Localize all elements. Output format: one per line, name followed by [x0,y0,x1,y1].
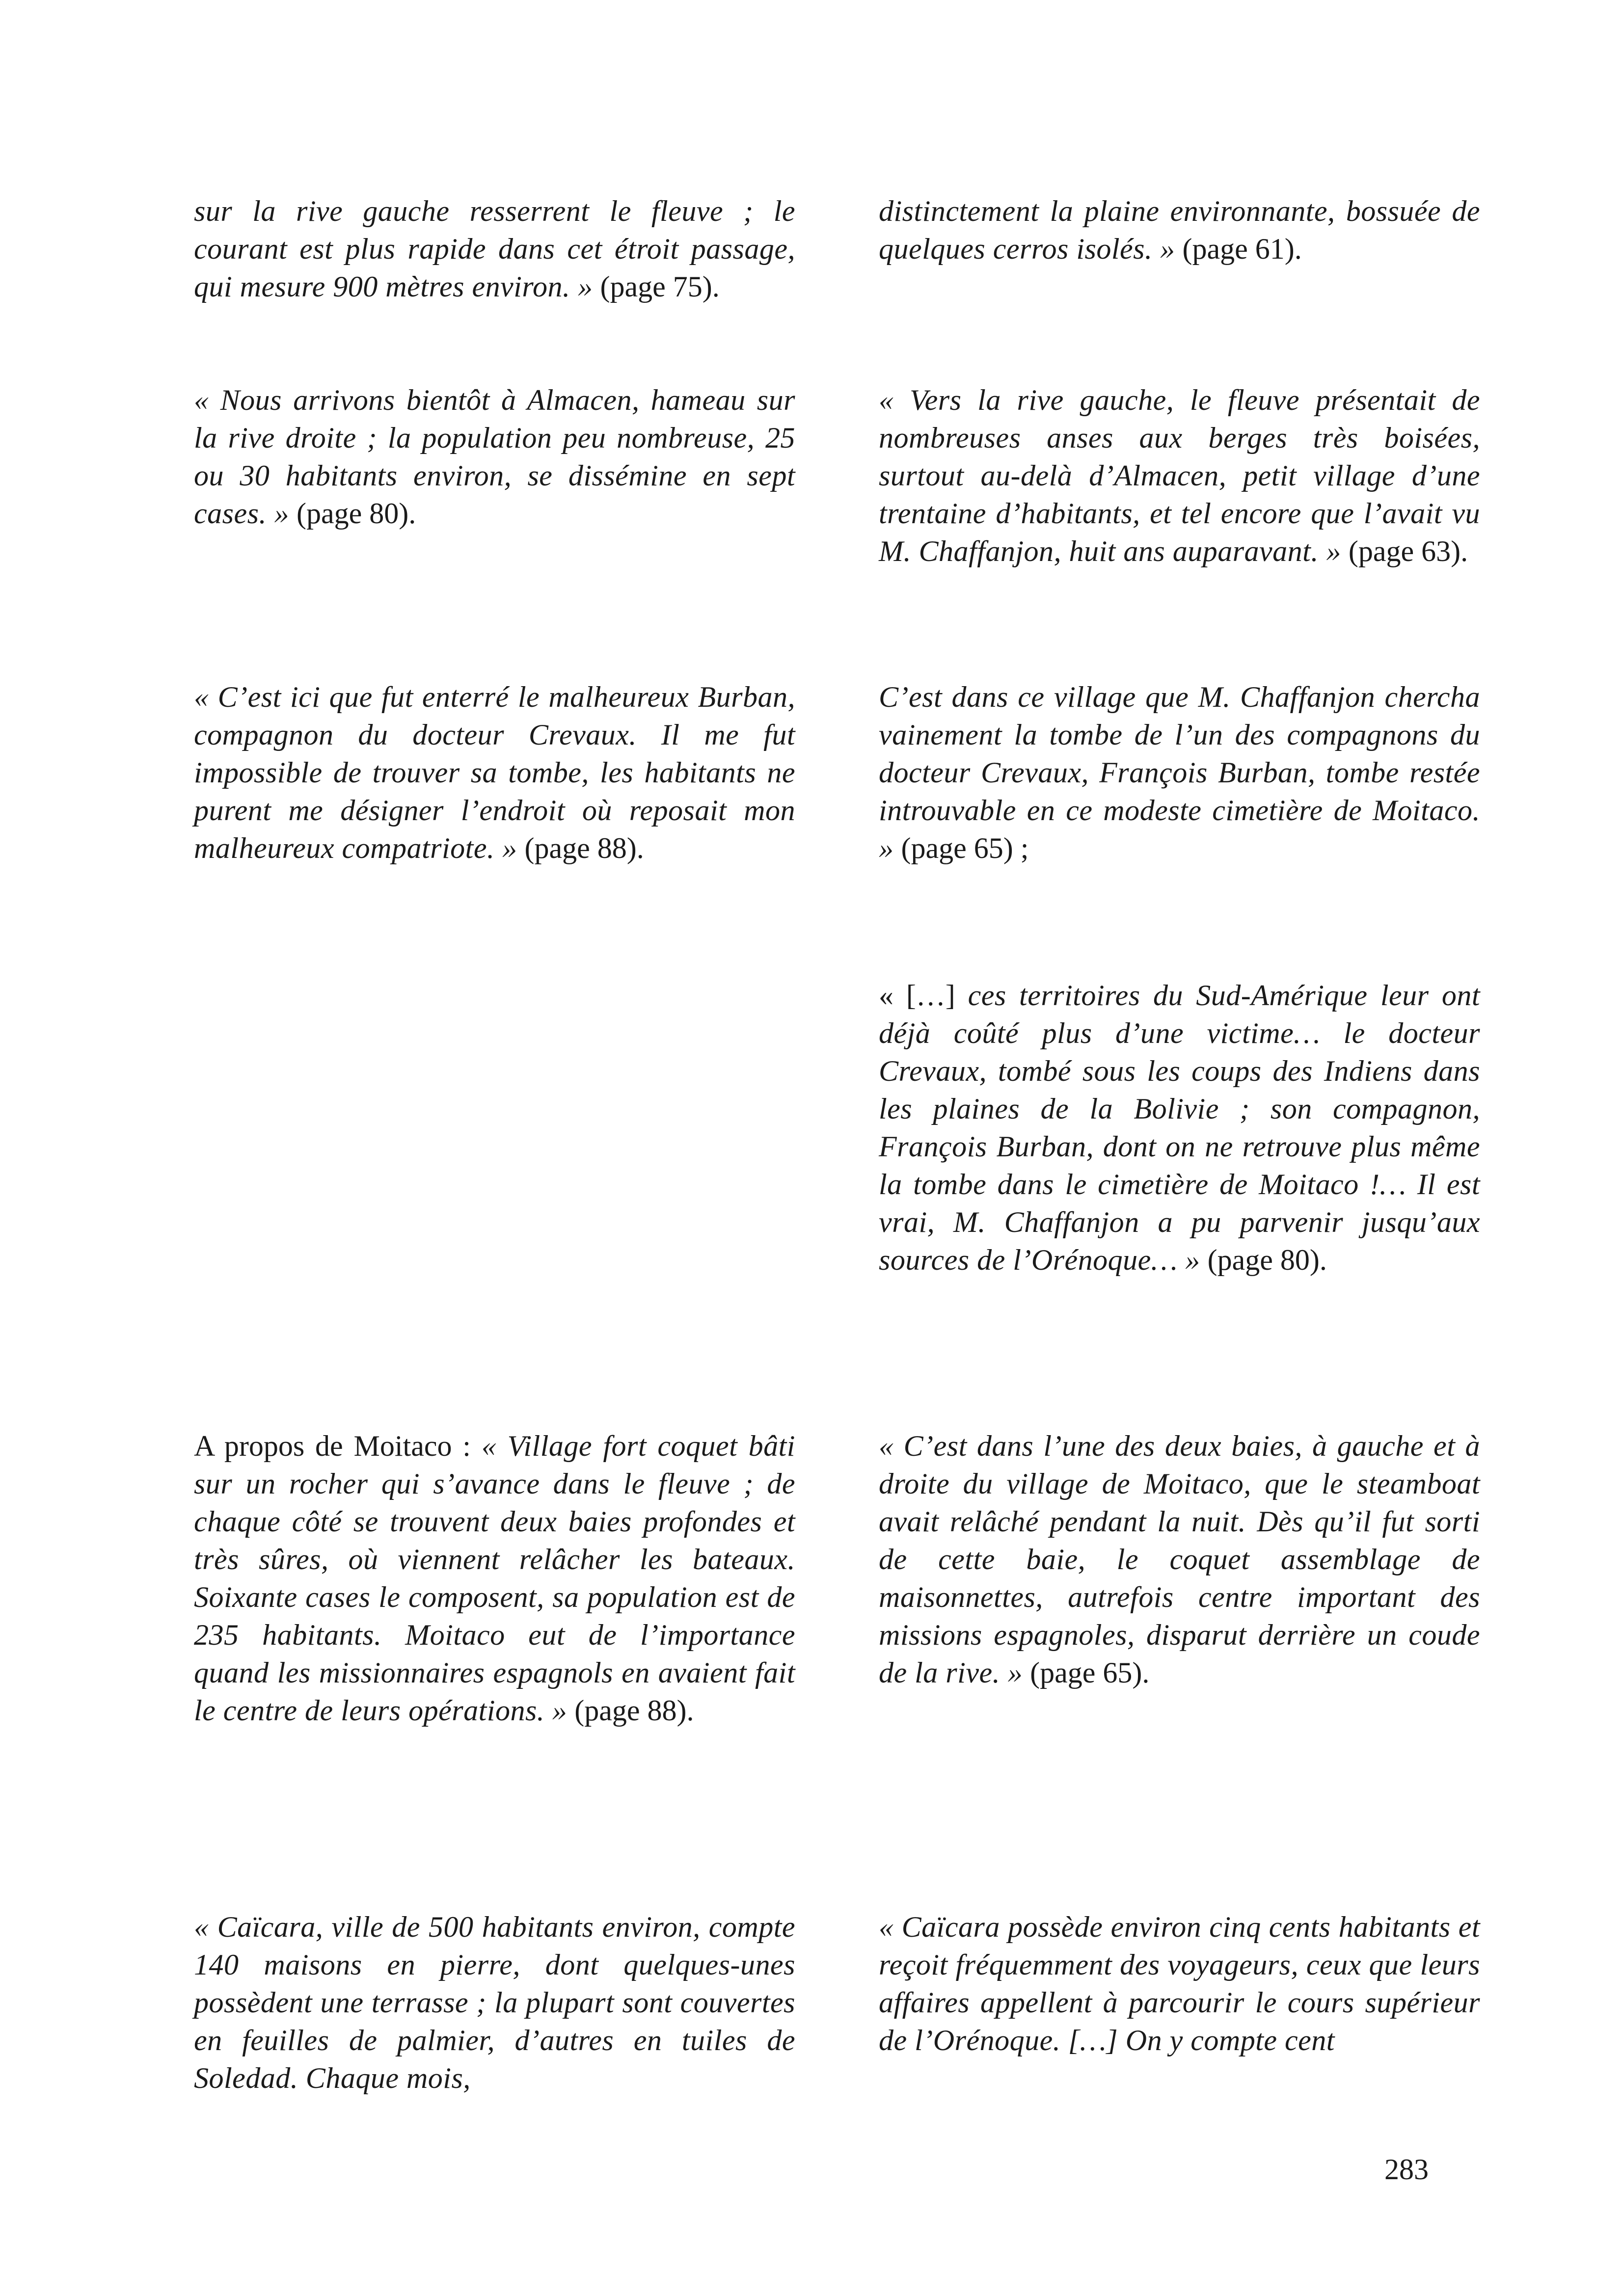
passage-quote: sur la rive gauche resserrent le fleuve ; le courant est plus rapide dans cet étroit passage, qui mesure 900 mètres environ. » [194,195,795,303]
passage-lead: « Caïcara possède environ cinq cents habitants et reçoit fréquemment des voyageurs, ceux que leurs affaires appellent à parcourir le cours supérieur de l’Orénoque. […] [879,1911,1480,2056]
passage-lead: A propos de Moitaco : [194,1430,482,1462]
passage-quote: « Caïcara, ville de 500 habitants environ, compte 140 maisons en pierre, dont quelques-unes possèdent une terrasse ; la plupart sont couvertes en feuilles de palmier, d’autres en tuiles de Soledad. Chaque mois, [194,1911,795,2094]
right-passage-1 [879,192,1480,268]
page-reference: (page 80). [1200,1244,1327,1276]
left-passage-2 [194,381,795,533]
page-reference: (page 63). [1341,535,1468,567]
page-reference: (page 65). [1023,1656,1150,1689]
page-reference: (page 88). [567,1694,694,1727]
left-passage-5 [194,1427,795,1730]
right-passage-4 [879,977,1480,1279]
passage-quote: « Nous arrivons bientôt à Almacen, hameau sur la rive droite ; la population peu nombreuse, 25 ou 30 habitants environ, se dissémine en sept cases. » [194,384,795,530]
passage-quote: C’est dans ce village que M. Chaffanjon chercha vainement la tombe de l’un des compagnons du docteur Crevaux, François Burban, tombe restée introuvable en ce modeste cimetière de Moitaco. » [879,681,1480,864]
right-passage-5 [879,1427,1480,1692]
page-number: 283 [1384,2153,1429,2186]
right-passage-3 [879,678,1480,867]
page-reference: (page 65) ; [893,832,1029,864]
passage-quote: « Village fort coquet bâti sur un rocher qui s’avance dans le fleuve ; de chaque côté se trouvent deux baies profondes et très sûres, où viennent relâcher les bateaux. Soixante cases le composent, sa population est de 235 habitants. Moitaco eut de l’importance quand les missionnaires espagnols en avaient fait le centre de leurs opérations. » [194,1430,795,1727]
passage-quote: « Vers la rive gauche, le fleuve présentait de nombreuses anses aux berges très boisées, surtout au-delà d’Almacen, petit village d’une trentaine d’habitants, et tel encore que l’avait vu M. Chaffanjon, huit ans auparavant. » [879,384,1480,567]
passage-lead: « […] [879,979,968,1012]
page-reference: (page 80). [289,497,416,530]
passage-quote: distinctement la plaine environnante, bossuée de quelques cerros isolés. » [879,195,1480,265]
passage-quote: ces territoires du Sud-Amérique leur ont déjà coûté plus d’une victime… le docteur Crevaux, tombé sous les coups des Indiens dans les plaines de la Bolivie ; son compagnon, François Burban, dont on ne retrouve plus même la tombe dans le cimetière de Moitaco !… Il est vrai, M. Chaffanjon a pu parvenir jusqu’aux sources de l’Orénoque… » [879,979,1480,1276]
page-reference: (page 75). [593,270,720,303]
left-passage-6 [194,1908,795,2097]
right-passage-6 [879,1908,1480,2059]
right-passage-2 [879,381,1480,570]
passage-quote: « C’est dans l’une des deux baies, à gauche et à droite du village de Moitaco, que le steamboat avait relâché pendant la nuit. Dès qu’il fut sorti de cette baie, le coquet assemblage de maisonnettes, autrefois centre important des missions espagnoles, disparut derrière un coude de la rive. » [879,1430,1480,1689]
left-passage-1 [194,192,795,306]
page-reference: (page 61). [1175,233,1302,265]
passage-quote: On y compte cent [1125,2024,1335,2056]
left-passage-3 [194,678,795,867]
page-reference: (page 88). [517,832,644,864]
passage-quote: « C’est ici que fut enterré le malheureux Burban, compagnon du docteur Crevaux. Il me fut impossible de trouver sa tombe, les habitants ne purent me désigner l’endroit où reposait mon malheureux compatriote. » [194,681,795,864]
